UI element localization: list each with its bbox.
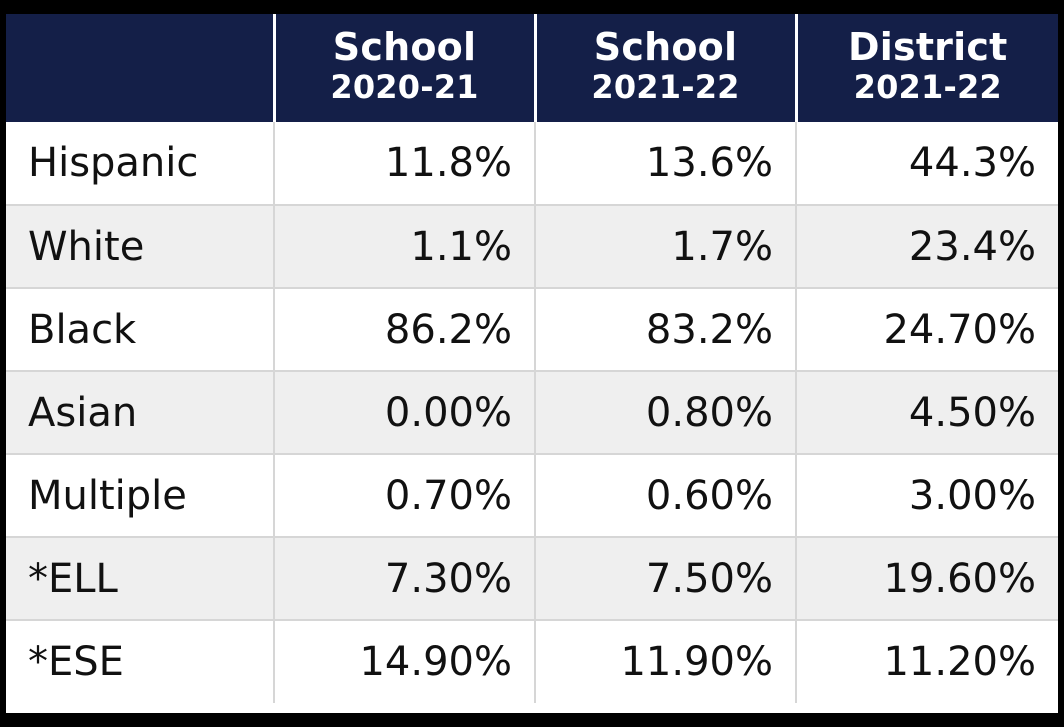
cell-hispanic-district-2021-22: 44.3%: [796, 122, 1058, 205]
table-row: [6, 454, 1058, 537]
header-school-2020-21-line1: School: [332, 25, 477, 70]
header-district-2021-22-line2: 2021-22: [853, 68, 1002, 107]
cell-ese-district-2021-22: 11.20%: [796, 620, 1058, 703]
demographics-table: [6, 14, 1058, 703]
demographics-table-container: [6, 14, 1058, 713]
header-school-2021-22-line1: School: [593, 25, 738, 70]
header-cell-school-2021-22: [535, 14, 796, 122]
header-district-2021-22-line1: District: [848, 25, 1008, 70]
row-label-ell: *ELL: [6, 537, 274, 620]
table-row: [6, 288, 1058, 371]
row-label-asian: Asian: [6, 371, 274, 454]
cell-asian-district-2021-22: 4.50%: [796, 371, 1058, 454]
table-header: [6, 14, 1058, 122]
row-label-ese: *ESE: [6, 620, 274, 703]
row-label-black: Black: [6, 288, 274, 371]
table-row: [6, 620, 1058, 703]
table-row: [6, 537, 1058, 620]
cell-ell-district-2021-22: 19.60%: [796, 537, 1058, 620]
table-header-row: [6, 14, 1058, 122]
cell-multiple-school-2021-22: 0.60%: [535, 454, 796, 537]
cell-white-district-2021-22: 23.4%: [796, 205, 1058, 288]
cell-ese-school-2021-22: 11.90%: [535, 620, 796, 703]
cell-ell-school-2021-22: 7.50%: [535, 537, 796, 620]
header-school-2020-21-line2: 2020-21: [330, 68, 479, 107]
cell-black-school-2021-22: 83.2%: [535, 288, 796, 371]
cell-ell-school-2020-21: 7.30%: [274, 537, 535, 620]
cell-multiple-school-2020-21: 0.70%: [274, 454, 535, 537]
cell-black-district-2021-22: 24.70%: [796, 288, 1058, 371]
cell-black-school-2020-21: 86.2%: [274, 288, 535, 371]
table-row: [6, 371, 1058, 454]
cell-hispanic-school-2021-22: 13.6%: [535, 122, 796, 205]
cell-ese-school-2020-21: 14.90%: [274, 620, 535, 703]
row-label-hispanic: Hispanic: [6, 122, 274, 205]
cell-white-school-2020-21: 1.1%: [274, 205, 535, 288]
table-row: [6, 122, 1058, 205]
cell-asian-school-2020-21: 0.00%: [274, 371, 535, 454]
header-cell-corner: [6, 14, 274, 122]
cell-multiple-district-2021-22: 3.00%: [796, 454, 1058, 537]
cell-asian-school-2021-22: 0.80%: [535, 371, 796, 454]
table-row: [6, 205, 1058, 288]
table-body: [6, 122, 1058, 703]
cell-hispanic-school-2020-21: 11.8%: [274, 122, 535, 205]
header-school-2021-22-line2: 2021-22: [591, 68, 740, 107]
row-label-white: White: [6, 205, 274, 288]
header-cell-district-2021-22: [796, 14, 1058, 122]
row-label-multiple: Multiple: [6, 454, 274, 537]
cell-white-school-2021-22: 1.7%: [535, 205, 796, 288]
header-cell-school-2020-21: [274, 14, 535, 122]
